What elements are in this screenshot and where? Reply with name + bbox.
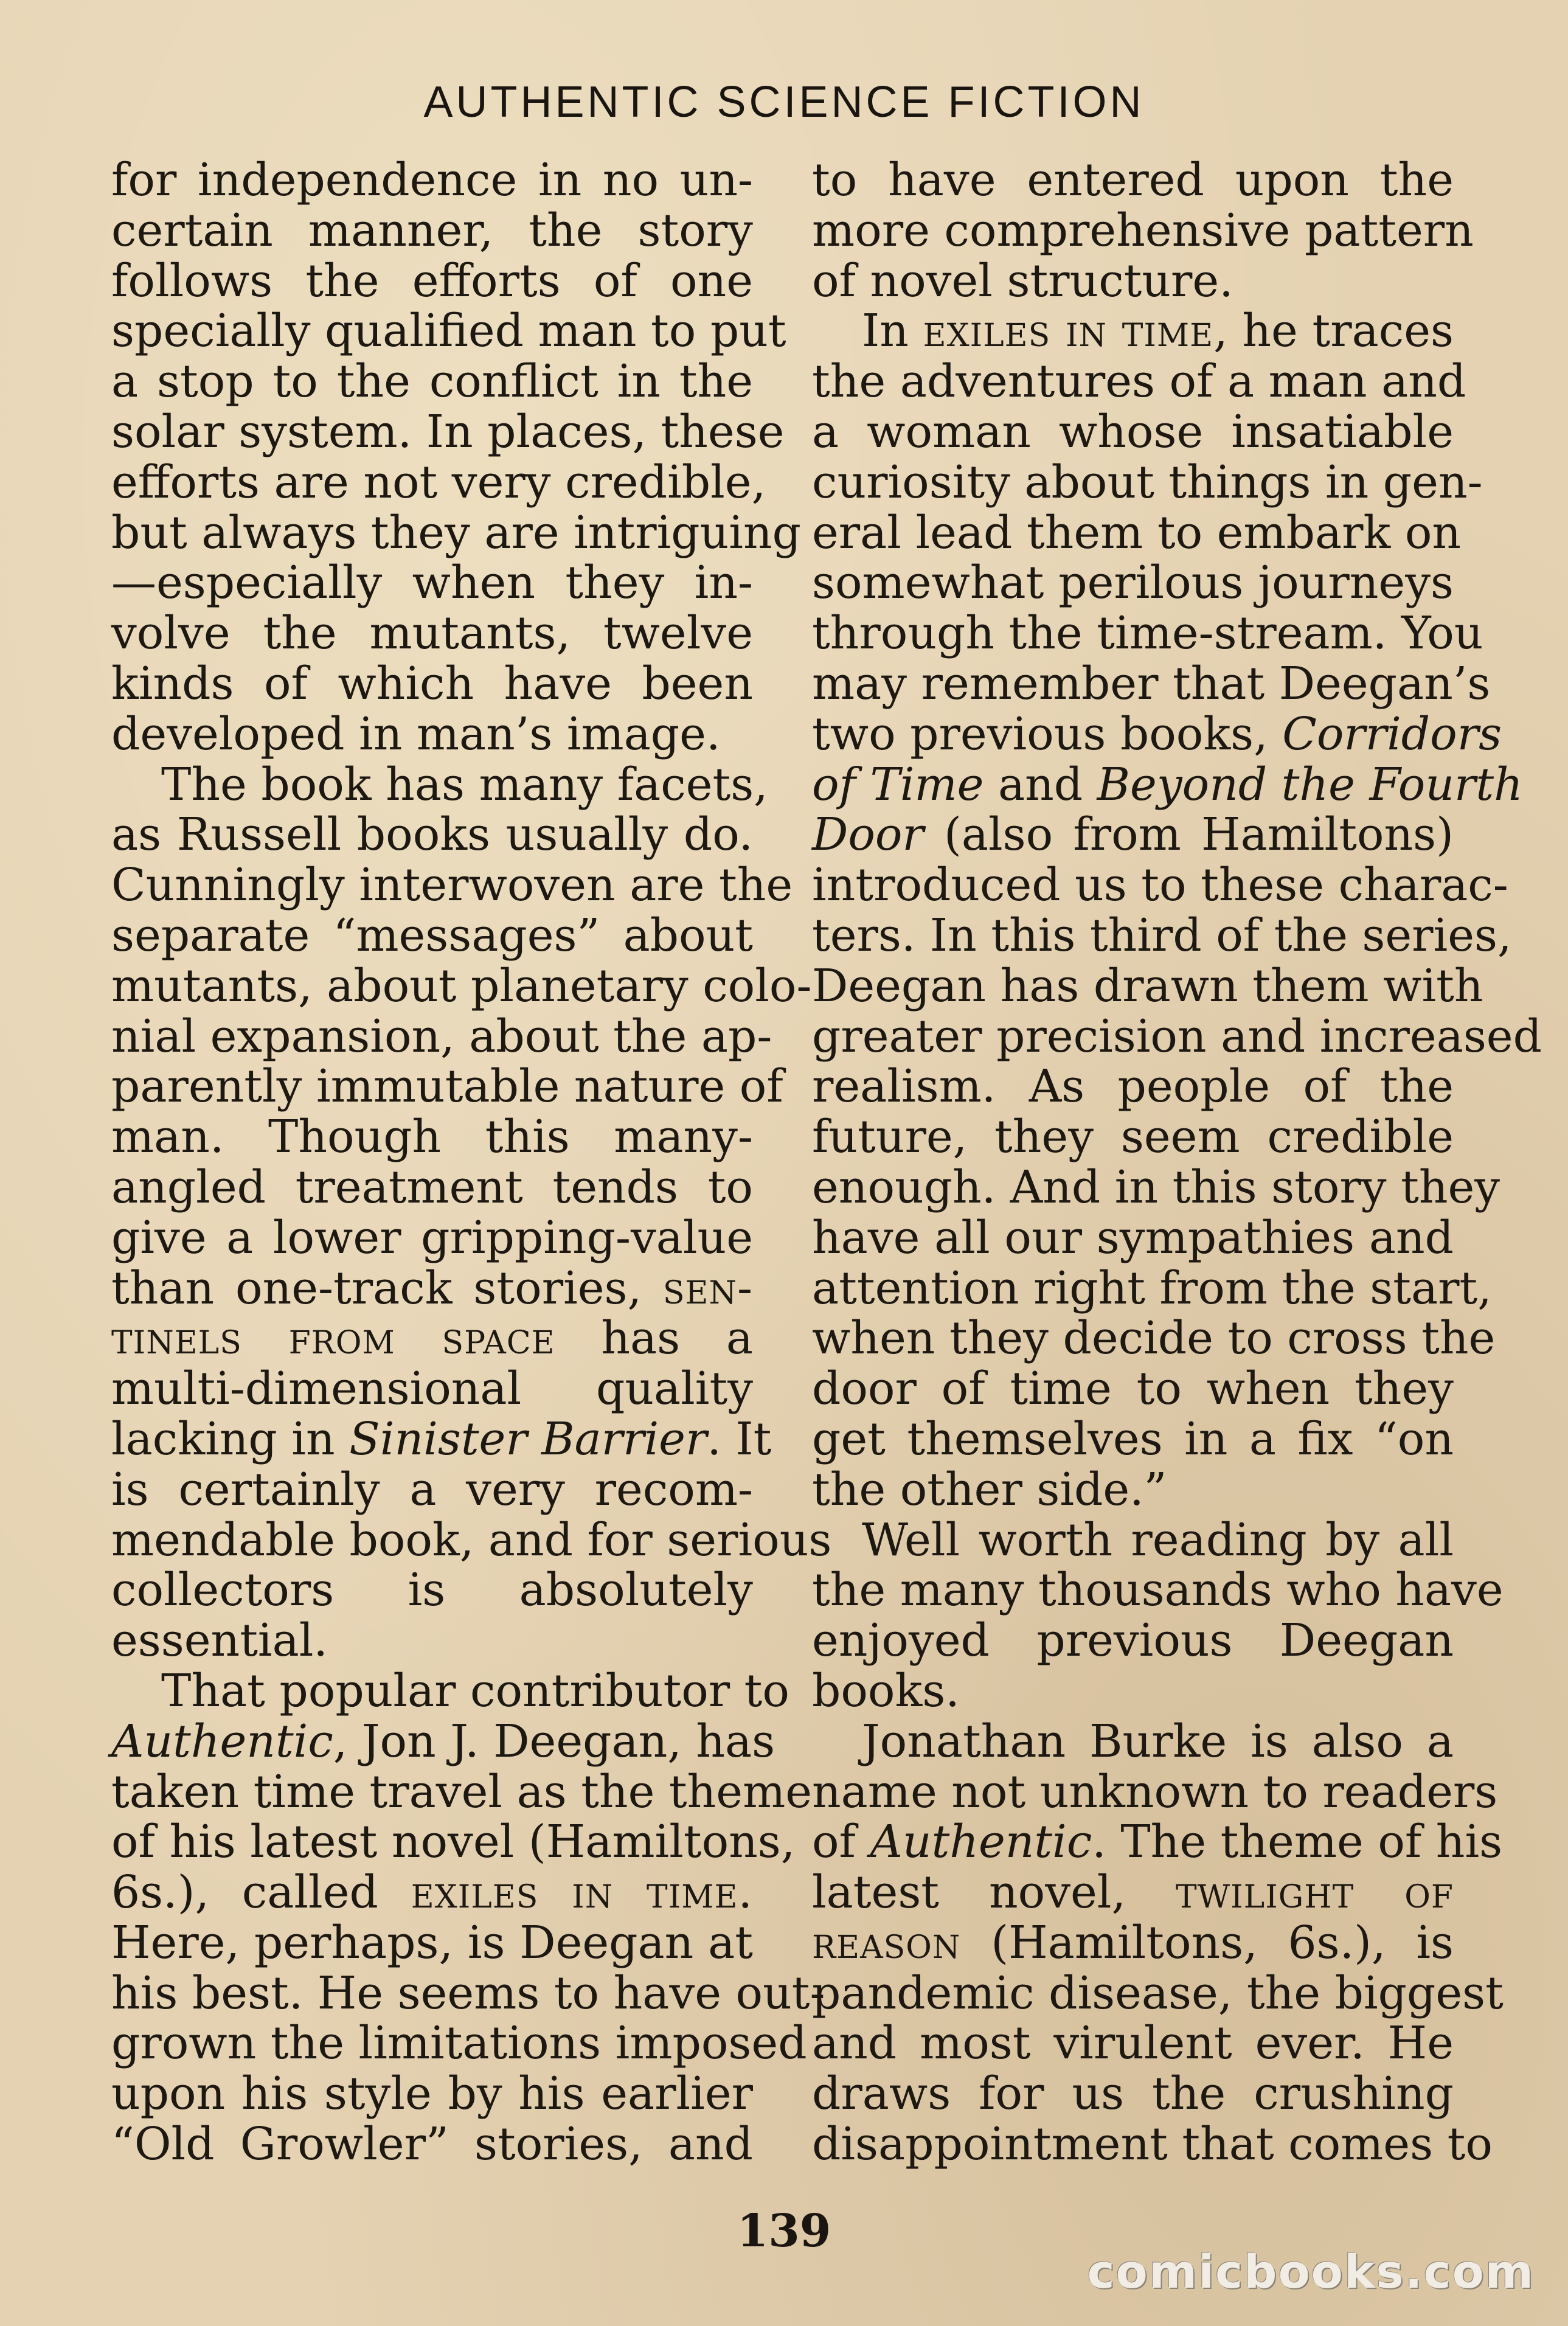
text-line: [812, 758, 1523, 811]
text-line: of his latest novel (Hamiltons,: [111, 1816, 796, 1869]
text-line: multi-dimensional quality: [111, 1363, 753, 1415]
text-line: [812, 1918, 1454, 1968]
text-fragment: In: [862, 305, 909, 358]
text-line: realism. As people of the: [812, 1060, 1454, 1113]
text-line: [111, 1867, 753, 1918]
text-line: pandemic disease, the biggest: [812, 1967, 1504, 2019]
text-line: The book has many facets,: [161, 758, 768, 811]
book-title-smallcaps: exiles in time: [923, 305, 1214, 358]
text-line: certain manner, the story: [111, 204, 753, 257]
left-text-column: [111, 154, 832, 2171]
book-title-italic: Beyond the Fourth: [1097, 758, 1523, 811]
text-line: greater precision and increased: [812, 1010, 1542, 1063]
text-line: introduced us to these charac-: [812, 859, 1508, 912]
text-line: volve the mutants, twelve: [111, 607, 753, 660]
text-line: a woman whose insatiable: [812, 405, 1454, 458]
text-line: his best. He seems to have out-: [111, 1967, 825, 2019]
text-line: parently immutable nature of: [111, 1060, 783, 1113]
text-line: grown the limitations imposed: [111, 2017, 807, 2070]
book-title-smallcaps: exiles in time.: [411, 1866, 754, 1919]
text-fragment: (also from Hamiltons): [944, 808, 1454, 861]
text-line: eral lead them to embark on: [812, 506, 1462, 559]
text-line: upon his style by his earlier: [111, 2067, 753, 2120]
text-line: get themselves in a fix “on: [812, 1412, 1454, 1465]
text-line: the adventures of a man and: [812, 355, 1466, 408]
text-line: give a lower gripping-value: [111, 1211, 753, 1264]
text-line: taken time travel as the theme: [111, 1765, 813, 1818]
text-line: [111, 1412, 772, 1465]
text-line: door of time to when they: [812, 1363, 1454, 1415]
book-title-italic: Corridors: [1282, 707, 1502, 760]
text-line: [111, 1313, 753, 1364]
text-fragment: than one-track stories,: [111, 1262, 642, 1314]
text-line: efforts are not very credible,: [111, 456, 766, 509]
text-line: as Russell books usually do.: [111, 808, 753, 861]
book-title-italic: of Time: [812, 758, 984, 811]
text-line: future, they seem credible: [812, 1111, 1454, 1164]
site-watermark: comicbooks.com: [1087, 2244, 1535, 2299]
text-line: may remember that Deegan’s: [812, 657, 1491, 710]
text-line: kinds of which have been: [111, 657, 753, 710]
text-line: [812, 707, 1502, 760]
text-fragment: of: [812, 1816, 856, 1869]
text-line: books.: [812, 1664, 960, 1717]
text-line: separate “messages” about: [111, 909, 753, 962]
text-line: a stop to the conflict in the: [111, 355, 753, 408]
text-line: enough. And in this story they: [812, 1161, 1500, 1213]
text-line: but always they are intriguing: [111, 506, 801, 559]
text-fragment: . It: [707, 1412, 772, 1465]
text-fragment: 6s.), called: [111, 1866, 378, 1919]
text-fragment: , Jon J. Deegan, has: [333, 1715, 775, 1768]
text-fragment: latest novel,: [812, 1866, 1126, 1919]
text-line: Here, perhaps, is Deegan at: [111, 1916, 753, 1969]
text-line: angled treatment tends to: [111, 1161, 753, 1213]
text-line: man. Though this many-: [111, 1111, 753, 1164]
right-text-column: [812, 154, 1542, 2171]
text-fragment: lacking in: [111, 1412, 335, 1465]
text-line: when they decide to cross the: [812, 1312, 1496, 1365]
text-line: —especially when they in-: [111, 557, 753, 609]
text-fragment: , he traces: [1213, 305, 1454, 358]
text-line: the many thousands who have: [812, 1564, 1504, 1617]
text-line: [812, 306, 1454, 356]
text-line: attention right from the start,: [812, 1262, 1492, 1314]
text-line: mendable book, and for serious: [111, 1513, 832, 1566]
text-line: essential.: [111, 1614, 328, 1667]
text-line: have all our sympathies and: [812, 1211, 1454, 1264]
text-line: [812, 810, 1454, 860]
text-line: mutants, about planetary colo-: [111, 959, 812, 1012]
text-line: more comprehensive pattern: [812, 204, 1474, 257]
text-line: is certainly a very recom-: [111, 1463, 753, 1516]
text-line: nial expansion, about the ap-: [111, 1010, 772, 1063]
book-title-smallcaps: twilight of: [1175, 1866, 1454, 1919]
text-line: the other side.”: [812, 1463, 1167, 1516]
text-line: to have entered upon the: [812, 154, 1454, 206]
text-line: specially qualified man to put: [111, 305, 786, 358]
text-line: collectors is absolutely: [111, 1564, 753, 1617]
text-line: disappointment that comes to: [812, 2118, 1493, 2171]
text-line: enjoyed previous Deegan: [812, 1614, 1454, 1667]
text-line: “Old Growler” stories, and: [111, 2118, 753, 2171]
text-line: somewhat perilous journeys: [812, 557, 1454, 609]
page-number: 139: [737, 2205, 831, 2257]
text-fragment: has a: [601, 1312, 753, 1365]
text-line: Deegan has drawn them with: [812, 959, 1483, 1012]
text-line: Cunningly interwoven are the: [111, 859, 793, 912]
text-line: Jonathan Burke is also a: [862, 1715, 1454, 1768]
text-line: developed in man’s image.: [111, 707, 721, 760]
text-line: [111, 1715, 775, 1768]
magazine-title-italic: Authentic: [870, 1816, 1092, 1869]
text-fragment: (Hamiltons, 6s.), is: [991, 1916, 1454, 1969]
text-line: Well worth reading by all: [862, 1513, 1454, 1566]
running-head-title: AUTHENTIC SCIENCE FICTION: [423, 78, 1145, 127]
text-fragment: . The theme of his: [1092, 1816, 1503, 1869]
text-fragment: two previous books,: [812, 707, 1268, 760]
text-line: name not unknown to readers: [812, 1765, 1498, 1818]
magazine-title-italic: Authentic: [111, 1715, 333, 1768]
text-line: follows the efforts of one: [111, 254, 753, 307]
text-line: curiosity about things in gen-: [812, 456, 1483, 509]
text-line: and most virulent ever. He: [812, 2017, 1454, 2070]
text-line: for independence in no un-: [111, 154, 753, 206]
book-title-smallcaps: reason: [812, 1916, 961, 1969]
text-line: through the time-stream. You: [812, 607, 1483, 660]
text-line: That popular contributor to: [161, 1664, 789, 1717]
text-fragment: and: [997, 758, 1083, 811]
text-line: [812, 1816, 1503, 1869]
book-title-italic: Door: [812, 808, 924, 861]
text-line: solar system. In places, these: [111, 405, 785, 458]
book-title-italic: Sinister Barrier: [349, 1412, 707, 1465]
text-line: draws for us the crushing: [812, 2067, 1454, 2120]
text-line: ters. In this third of the series,: [812, 909, 1512, 962]
text-line: of novel structure.: [812, 254, 1233, 307]
text-line: [812, 1867, 1454, 1918]
text-line: [111, 1263, 753, 1314]
book-title-smallcaps: sen-: [662, 1262, 753, 1314]
book-title-smallcaps: tinels from space: [111, 1312, 555, 1365]
